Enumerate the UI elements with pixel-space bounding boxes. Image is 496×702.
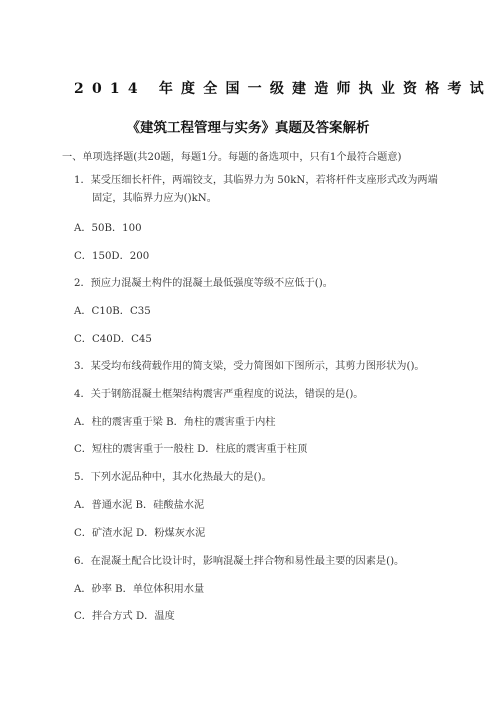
question-4-stem: 4．关于钢筋混凝土框架结构震害严重程度的说法，错误的是()。 bbox=[74, 389, 364, 400]
question-6-stem: 6．在混凝土配合比设计时，影响混凝土拌合物和易性最主要的因素是()。 bbox=[74, 556, 405, 567]
section-heading: 一、单项选择题(共20题，每题1分。每题的备选项中，只有1个最符合题意) bbox=[62, 152, 402, 163]
question-4-options-ab: A．柱的震害重于梁 B．角柱的震害重于内柱 bbox=[74, 417, 276, 428]
question-1-stem: 1．某受压细长杆件，两端铰支，其临界力为 50kN，若将杆件支座形式改为两端 bbox=[74, 175, 438, 186]
question-5-options-cd: C．矿渣水泥 D．粉煤灰水泥 bbox=[74, 528, 206, 539]
question-1-options-ab: A．50B．100 bbox=[74, 223, 142, 234]
question-2-options-ab: A．C10B．C35 bbox=[74, 306, 151, 317]
question-5-stem: 5．下列水泥品种中，其水化热最大的是()。 bbox=[74, 472, 272, 483]
question-1-stem-continued: 固定，其临界力应为()kN。 bbox=[92, 193, 217, 204]
document-title-line1: 2014 年度全国一级建造师执业资格考试 bbox=[74, 81, 492, 97]
question-2-options-cd: C．C40D．C45 bbox=[74, 334, 152, 345]
question-4-options-cd: C．短柱的震害重于一般柱 D．柱底的震害重于柱顶 bbox=[74, 444, 308, 455]
question-3-stem: 3．某受均布线荷载作用的简支梁，受力简图如下图所示，其剪力图形状为()。 bbox=[74, 361, 425, 372]
document-title-line2: 《建筑工程管理与实务》真题及答案解析 bbox=[126, 120, 370, 136]
question-2-stem: 2．预应力混凝土构件的混凝土最低强度等级不应低于()。 bbox=[74, 278, 333, 289]
question-5-options-ab: A．普通水泥 B．硅酸盐水泥 bbox=[74, 500, 205, 511]
question-1-options-cd: C．150D．200 bbox=[74, 251, 150, 262]
question-6-options-cd: C．拌合方式 D．温度 bbox=[74, 611, 175, 622]
question-6-options-ab: A．砂率 B．单位体积用水量 bbox=[74, 584, 205, 595]
